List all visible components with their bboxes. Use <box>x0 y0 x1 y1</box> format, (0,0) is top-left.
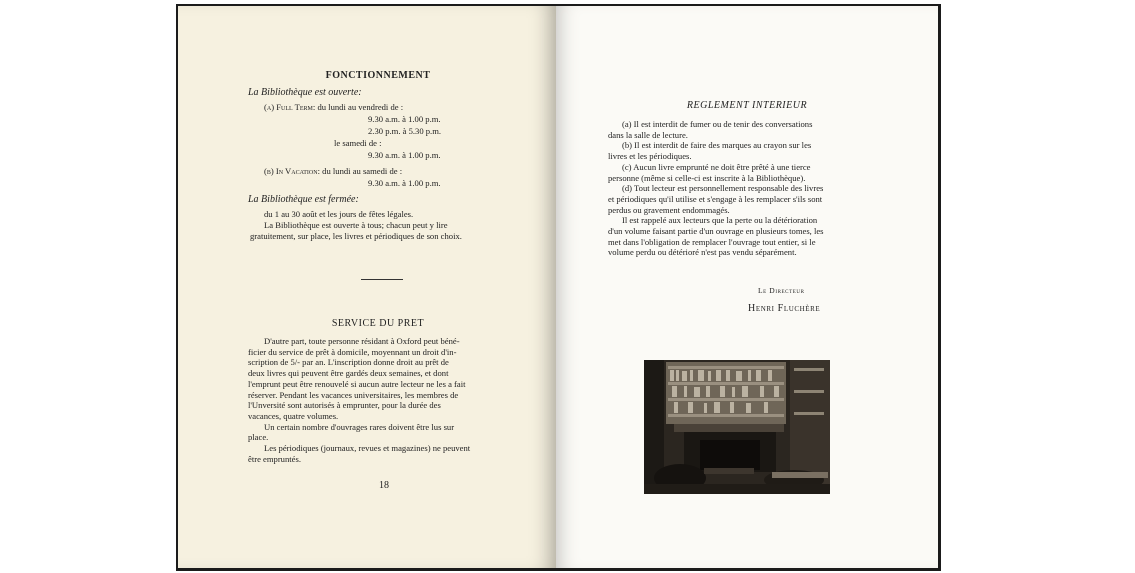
open-title: La Bibliothèque est ouverte: <box>248 87 362 98</box>
rule-line: perdus ou gravement endommagés. <box>608 204 730 215</box>
time-2: 2.30 p.m. à 5.30 p.m. <box>368 126 442 136</box>
pret-line: Un certain nombre d'ouvrages rares doivent être lus sur <box>264 421 455 432</box>
pret-line: être empruntés. <box>248 453 301 464</box>
full-term-text: : du lundi au vendredi de : <box>312 102 404 112</box>
library-photo <box>644 360 830 494</box>
open-all-line-1: La Bibliothèque est ouverte à tous; chacun peut y lire <box>264 220 448 230</box>
saturday-line: le samedi de : <box>334 138 382 148</box>
left-page <box>178 6 556 568</box>
vacation-line <box>264 166 402 177</box>
rule-line: (b) Il est interdit de faire des marques au crayon sur les <box>622 140 812 151</box>
closed-title: La Bibliothèque est fermée: <box>248 194 359 205</box>
time-4: 9.30 a.m. à 1.00 p.m. <box>368 178 441 188</box>
pret-line: ficier du service de prêt à domicile, moyennant un droit d'in- <box>248 346 457 357</box>
open-all-line-2: gratuitement, sur place, les livres et périodiques de son choix. <box>250 231 462 241</box>
pret-line: Les périodiques (journaux, revues et magazines) ne peuvent <box>264 443 471 454</box>
pret-line: vacances, quatre volumes. <box>248 410 339 421</box>
booklet-spread <box>176 4 941 571</box>
rule-line: (a) Il est interdit de fumer ou de tenir des conversations <box>622 119 813 129</box>
rule-line: livres et les périodiques. <box>608 151 692 162</box>
director-title: Le Directeur <box>758 286 805 295</box>
rule-line: dans la salle de lecture. <box>608 129 688 140</box>
page-number: 18 <box>379 480 389 491</box>
pret-line: place. <box>248 432 269 443</box>
pret-line: deux livres qui peuvent être gardés deux semaines, et dont <box>248 368 449 379</box>
fonctionnement-heading: FONCTIONNEMENT <box>325 70 431 81</box>
library-photo-drawing <box>644 360 830 494</box>
reglement-heading: REGLEMENT INTERIEUR <box>686 100 808 111</box>
rule-line: met dans l'obligation de remplacer l'ouvrage tout entier, si le <box>608 236 816 247</box>
vacation-text: : du lundi au samedi de : <box>317 166 403 176</box>
time-1: 9.30 a.m. à 1.00 p.m. <box>368 114 441 124</box>
director-name: Henri Fluchère <box>748 303 821 314</box>
rules-paragraph <box>608 119 888 258</box>
vacation-label: (b) In Vacation <box>264 166 318 176</box>
rule-line: Il est rappelé aux lecteurs que la perte ou la détérioration <box>622 215 818 226</box>
rule-line: et périodiques qu'il utilise et s'engage à les remplacer s'ils sont <box>608 193 823 204</box>
rule-line: volume perdu ou détérioré n'est pas vendu séparément. <box>608 247 797 258</box>
pret-line: l'emprunt peut être renouvelé si aucun autre lecteur ne les a fait <box>248 378 466 389</box>
service-du-pret-heading: SERVICE DU PRET <box>331 318 425 329</box>
pret-line: D'autre part, toute personne résidant à Oxford peut béné- <box>264 336 460 346</box>
full-term-line <box>264 102 403 113</box>
pret-paragraph <box>248 336 530 464</box>
rule-line: personne (même si celle-ci est inscrite à la Bibliothèque). <box>608 172 806 183</box>
pret-line: réserver. Pendant les vacances universitaires, les membres de <box>248 389 459 400</box>
right-page <box>556 6 938 568</box>
section-divider <box>361 279 403 280</box>
pret-line: scription de 5/- par an. L'inscription donne droit au prêt de <box>248 357 449 368</box>
closed-line: du 1 au 30 août et les jours de fêtes légales. <box>264 209 414 219</box>
time-3: 9.30 a.m. à 1.00 p.m. <box>368 150 441 160</box>
rule-line: d'un volume faisant partie d'un ouvrage en plusieurs tomes, les <box>608 226 824 237</box>
rule-line: (c) Aucun livre emprunté ne doit être prêté à une tierce <box>622 161 811 172</box>
rule-line: (d) Tout lecteur est personnellement responsable des livres <box>622 183 824 194</box>
full-term-label: (a) Full Term <box>264 102 313 112</box>
pret-line: l'Unversité sont autorisés à emprunter, pour la durée des <box>248 400 441 411</box>
